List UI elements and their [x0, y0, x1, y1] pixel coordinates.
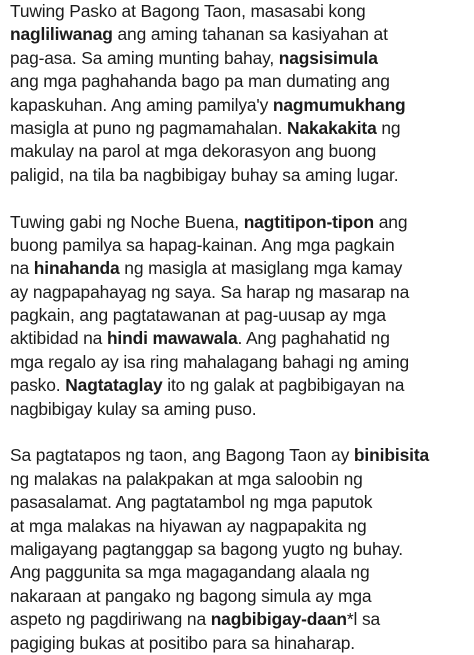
document-body — [10, 0, 474, 655]
paragraph-1 — [10, 0, 474, 187]
text-segment: at mga malakas na hiyawan ay nagpapakita ng — [10, 515, 367, 536]
text-line — [10, 468, 474, 491]
text-segment: ay nagpapahayag ng saya. Sa harap ng masarap na — [10, 281, 410, 302]
text-line — [10, 304, 474, 327]
text-segment: makulay na parol at mga dekorasyon ang buong — [10, 141, 377, 162]
text-segment: Tuwing Pasko at Bagong Taon, masasabi kong — [10, 1, 366, 21]
text-line — [10, 398, 474, 421]
text-line — [10, 70, 474, 93]
text-line — [10, 538, 474, 561]
text-line — [10, 211, 474, 234]
text-segment: pag-asa. Sa aming munting bahay, — [10, 47, 279, 68]
text-segment: ang — [374, 211, 408, 232]
text-segment: aktibidad na — [10, 328, 107, 349]
text-segment: buong pamilya sa hapag-kainan. Ang mga pagkain — [10, 234, 395, 255]
paragraph-spacer — [10, 421, 474, 444]
text-segment: Ang paggunita sa mga magagandang alaala ng — [10, 562, 370, 583]
text-line — [10, 0, 474, 23]
text-line — [10, 234, 474, 257]
text-line — [10, 140, 474, 163]
text-line — [10, 374, 474, 397]
text-line — [10, 257, 474, 280]
text-segment: nagbibigay kulay sa aming puso. — [10, 398, 257, 419]
text-line — [10, 164, 474, 187]
text-line — [10, 327, 474, 350]
text-segment: mga regalo ay isa ring mahalagang bahagi ng aming — [10, 351, 410, 372]
text-segment: ng malakas na palakpakan at mga saloobin ng — [10, 468, 363, 489]
text-segment: pasasalamat. Ang pagtatambol ng mga paputok — [10, 492, 373, 513]
text-line — [10, 23, 474, 46]
text-segment: ang mga paghahanda bago pa man dumating ang — [10, 71, 390, 92]
bold-verb: nagsisimula — [278, 47, 378, 68]
bold-verb: nagbibigay-daan — [210, 609, 347, 630]
bold-verb: nagtitipon-tipon — [243, 211, 375, 232]
text-segment: aspeto ng pagdiriwang na — [10, 609, 211, 630]
text-segment: pagkain, ang pagtatawanan at pag-uusap ay mga — [10, 305, 386, 326]
text-segment: pasko. — [10, 375, 66, 396]
text-line — [10, 608, 474, 631]
text-segment: Tuwing gabi ng Noche Buena, — [10, 211, 244, 232]
text-segment: . Ang paghahatid ng — [237, 328, 390, 349]
bold-verb: binibisita — [353, 445, 430, 466]
text-segment: ito ng galak at pagbibigayan na — [162, 375, 405, 396]
text-segment: nakaraan at pangako ng bagong simula ay mga — [10, 585, 372, 606]
text-line — [10, 444, 474, 467]
text-line — [10, 561, 474, 584]
text-line — [10, 117, 474, 140]
text-line — [10, 47, 474, 70]
bold-verb: hinahanda — [33, 258, 120, 279]
text-line — [10, 281, 474, 304]
text-segment: paligid, na tila ba nagbibigay buhay sa aming lugar. — [10, 164, 399, 185]
text-line — [10, 585, 474, 608]
bold-verb: Nagtataglay — [65, 375, 163, 396]
text-segment: masigla at puno ng pagmamahalan. — [10, 117, 288, 138]
paragraph-2 — [10, 211, 474, 422]
text-segment: kapaskuhan. Ang aming pamilya'y — [10, 94, 273, 115]
text-line — [10, 491, 474, 514]
bold-verb: nagmumukhang — [272, 94, 406, 115]
text-segment: ng masigla at masiglang mga kamay — [119, 258, 403, 279]
text-line — [10, 351, 474, 374]
bold-verb: Nakakakita — [287, 117, 377, 138]
text-segment: pagiging bukas at positibo para sa hinaharap. — [10, 632, 355, 653]
text-segment: Sa pagtatapos ng taon, ang Bagong Taon ay — [10, 445, 354, 466]
paragraph-spacer — [10, 187, 474, 210]
text-segment: maligayang pagtanggap sa bagong yugto ng buhay. — [10, 538, 404, 559]
text-line — [10, 632, 474, 655]
text-segment: ng — [376, 117, 401, 138]
text-line — [10, 515, 474, 538]
text-segment: *l sa — [346, 609, 381, 630]
bold-verb: nagliliwanag — [10, 24, 113, 45]
text-segment: na — [10, 258, 34, 279]
text-segment: ang aming tahanan sa kasiyahan at — [112, 24, 388, 45]
text-line — [10, 94, 474, 117]
paragraph-3 — [10, 444, 474, 655]
bold-verb: hindi mawawala — [106, 328, 238, 349]
